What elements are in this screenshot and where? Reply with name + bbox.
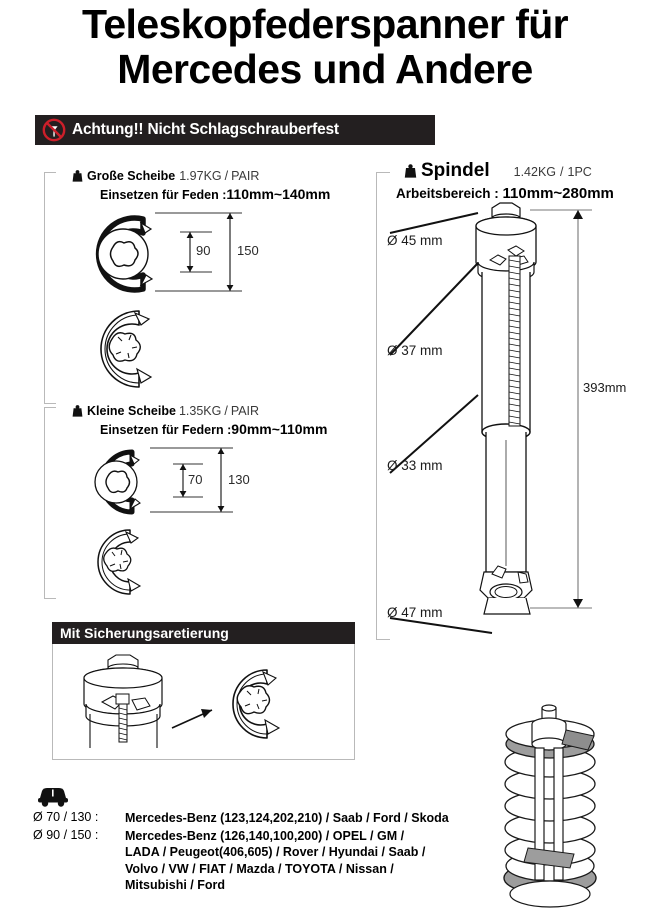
large-disc-sep: /	[224, 169, 229, 183]
large-disc-name: Große Scheibe	[87, 169, 176, 183]
spindle-heading	[404, 160, 592, 182]
spindle-diameter-45: Ø 45 mm	[387, 233, 443, 248]
weight-icon	[72, 169, 83, 182]
spindle-diameter-33: Ø 33 mm	[387, 458, 443, 473]
page-title	[0, 2, 650, 92]
spindle-diameter-37: Ø 37 mm	[387, 343, 443, 358]
large-disc-usage	[100, 186, 330, 202]
small-disc-usage-label: Einsetzen für Federn :	[100, 423, 232, 437]
spindle-unit: 1PC	[567, 165, 592, 179]
locking-header-text: Mit Sicherungsaretierung	[60, 625, 229, 641]
small-disc-drawing-bottom	[58, 524, 183, 600]
car-icon	[36, 785, 70, 807]
warning-text: Achtung!! Nicht Schlagschrauberfest	[72, 121, 339, 138]
small-disc-bracket	[44, 407, 56, 599]
warning-banner	[35, 115, 435, 145]
compat-vehicles-90-150	[125, 828, 425, 894]
spindle-sep: /	[560, 165, 564, 179]
spindle-leader-lines	[382, 205, 512, 635]
spindle-range-label: Arbeitsbereich :	[396, 186, 503, 201]
compat-size-90-150: Ø 90 / 150 :	[33, 827, 99, 842]
compat-vehicle-line: LADA / Peugeot(406,605) / Rover / Hyundai / Saab /	[125, 845, 426, 859]
large-disc-unit: PAIR	[231, 169, 260, 183]
small-disc-dim-outer: 130	[228, 472, 250, 487]
locking-drawing	[60, 648, 350, 758]
small-disc-usage-range: 90mm~110mm	[231, 421, 328, 437]
compat-vehicle-line: Mercedes-Benz (126,140,100,200) / OPEL / GM /	[125, 828, 405, 843]
compat-vehicles-70-130: Mercedes-Benz (123,124,202,210) / Saab / Ford / Skoda	[125, 811, 449, 825]
compat-row-70-130	[33, 810, 533, 827]
no-impact-wrench-icon	[41, 117, 67, 143]
small-disc-unit: PAIR	[230, 404, 260, 418]
spindle-range-value: 110mm~280mm	[502, 185, 614, 202]
weight-icon	[404, 163, 417, 178]
large-disc-drawing-bottom	[55, 303, 195, 395]
spindle-weight: 1.42KG	[513, 165, 557, 179]
spindle-diameter-47: Ø 47 mm	[387, 605, 443, 620]
large-disc-dim-outer: 150	[237, 243, 259, 258]
spindle-length-label: 393mm	[583, 380, 627, 395]
large-disc-dim-inner: 90	[196, 243, 211, 258]
small-disc-heading	[72, 402, 259, 420]
small-disc-name: Kleine Scheibe	[87, 404, 176, 418]
locking-section-header	[52, 622, 355, 644]
weight-icon	[72, 404, 83, 417]
spindle-length-dimension	[530, 200, 610, 620]
small-disc-weight: 1.35KG	[178, 404, 222, 418]
small-disc-usage	[100, 421, 327, 437]
title-line-2: Mercedes und Andere	[117, 46, 533, 92]
compat-row-90-150	[33, 828, 533, 894]
large-disc-heading	[72, 167, 259, 185]
compat-vehicle-line: Mitsubishi / Ford	[125, 878, 225, 892]
small-disc-dim-inner: 70	[188, 472, 203, 487]
spindle-name: Spindel	[421, 160, 490, 181]
compat-vehicle-line: Volvo / VW / FIAT / Mazda / TOYOTA / Nissan /	[125, 861, 394, 876]
large-disc-weight: 1.97KG	[179, 169, 222, 183]
compat-size-70-130: Ø 70 / 130 :	[33, 810, 99, 824]
compatibility-table	[33, 810, 533, 895]
large-disc-usage-range: 110mm~140mm	[226, 186, 331, 202]
title-line-1: Teleskopfederspanner für	[81, 1, 569, 47]
small-disc-sep: /	[224, 404, 228, 418]
large-disc-usage-label: Einsetzen für Feden :	[100, 188, 227, 202]
